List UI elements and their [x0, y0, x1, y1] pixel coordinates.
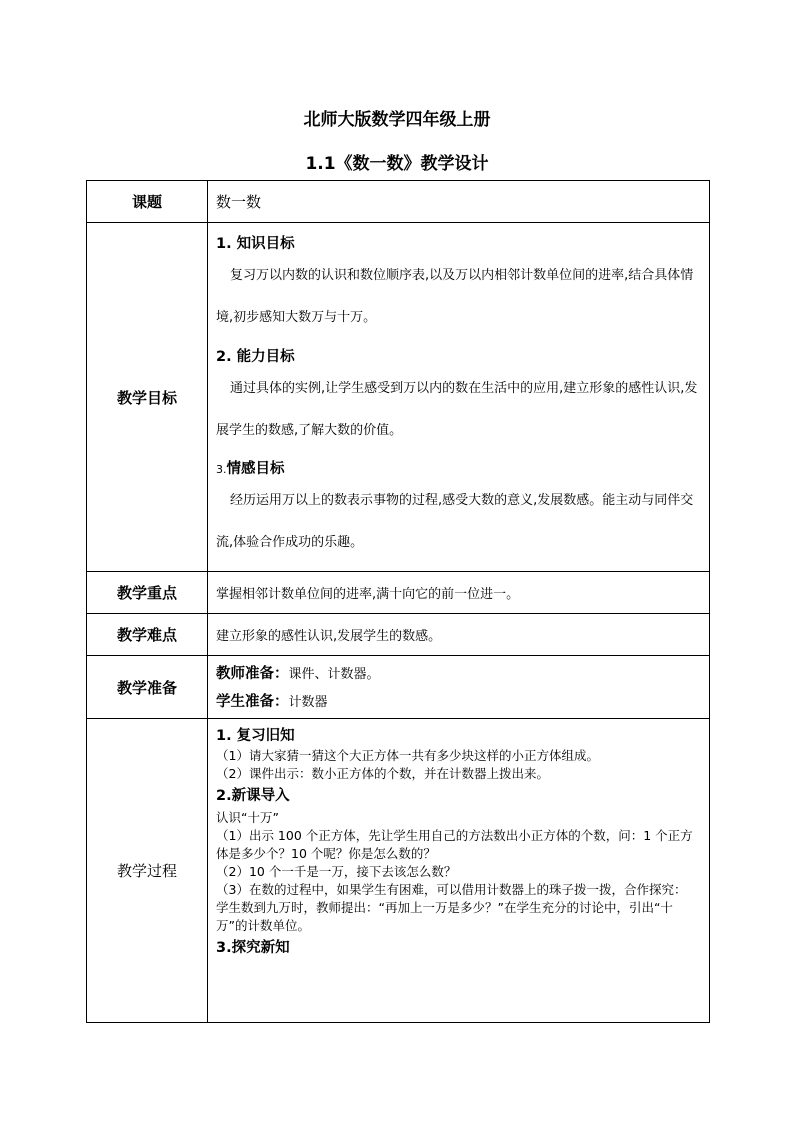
topic-value: 数一数: [216, 193, 262, 211]
document-subtitle: 1.1《数一数》教学设计: [305, 154, 489, 174]
teacher-prep-value: 课件、计数器。: [288, 667, 380, 682]
process-line-6: （3）在数的过程中，如果学生有困难，可以借用计数器上的珠子拨一拨，合作探究：: [216, 882, 687, 897]
process-line-3: 认识“十万”: [216, 810, 279, 825]
emotion-goal-number: 3.: [216, 463, 227, 476]
process-line-7: 学生数到九万时，教师提出：“再加上一万是多少？”在学生充分的讨论中，引出“十万”的计数单位。: [216, 900, 673, 933]
student-prep-label: 学生准备：: [216, 694, 289, 710]
student-preparation: [216, 688, 703, 716]
process-line-1: （1）请大家猜一猜这个大正方体一共有多少块这样的小正方体组成。: [216, 748, 599, 763]
key-point-value: 掌握相邻计数单位间的进率,满十向它的前一位进一。: [216, 587, 520, 602]
process-heading-intro: 2.新课导入: [216, 788, 290, 804]
topic-label: 课题: [87, 181, 208, 223]
lesson-plan-table: [86, 180, 710, 1023]
emotion-goal-heading: [216, 457, 703, 478]
ability-goal-heading: 2. 能力目标: [216, 349, 295, 365]
difficulty-label: 教学难点: [87, 614, 208, 656]
ability-goal-text: 通过具体的实例,让学生感受到万以内的数在生活中的应用,建立形象的感性认识,发展学生的数感,了解大数的价值。: [216, 381, 698, 438]
teacher-prep-label: 教师准备：: [216, 666, 289, 682]
process-heading-explore: 3.探究新知: [216, 940, 290, 956]
document-title: 北师大版数学四年级上册: [303, 110, 491, 130]
preparation-label: 教学准备: [87, 656, 208, 719]
knowledge-goal-text: 复习万以内数的认识和数位顺序表,以及万以内相邻计数单位间的进率,结合具体情境,初步感知大数万与十万。: [216, 268, 694, 325]
process-line-2: （2）课件出示：数小正方体的个数，并在计数器上拨出来。: [216, 766, 549, 781]
emotion-goal-label: 情感目标: [226, 461, 285, 477]
goals-label: 教学目标: [87, 223, 208, 572]
knowledge-goal-heading: 1. 知识目标: [216, 236, 295, 252]
process-heading-review: 1. 复习旧知: [216, 728, 295, 744]
teacher-preparation: [216, 660, 703, 688]
key-point-label: 教学重点: [87, 572, 208, 614]
student-prep-value: 计数器: [288, 695, 328, 710]
emotion-goal-text: 经历运用万以上的数表示事物的过程,感受大数的意义,发展数感。能主动与同伴交流,体验合作成功的乐趣。: [216, 493, 694, 550]
row-goals: [87, 223, 710, 572]
process-line-5: （2）10 个一千是一万，接下去该怎么数？: [216, 864, 457, 879]
row-topic: [87, 181, 710, 223]
row-key-point: [87, 572, 710, 614]
row-preparation: [87, 656, 710, 719]
row-difficulty: [87, 614, 710, 656]
process-line-4: （1）出示 100 个正方体，先让学生用自己的方法数出小正方体的个数，问：1 个正方体是多少个？10 个呢？你是怎么数的？: [216, 828, 693, 861]
difficulty-value: 建立形象的感性认识,发展学生的数感。: [216, 629, 442, 644]
row-process: [87, 719, 710, 1023]
process-label: 教学过程: [87, 719, 208, 1023]
